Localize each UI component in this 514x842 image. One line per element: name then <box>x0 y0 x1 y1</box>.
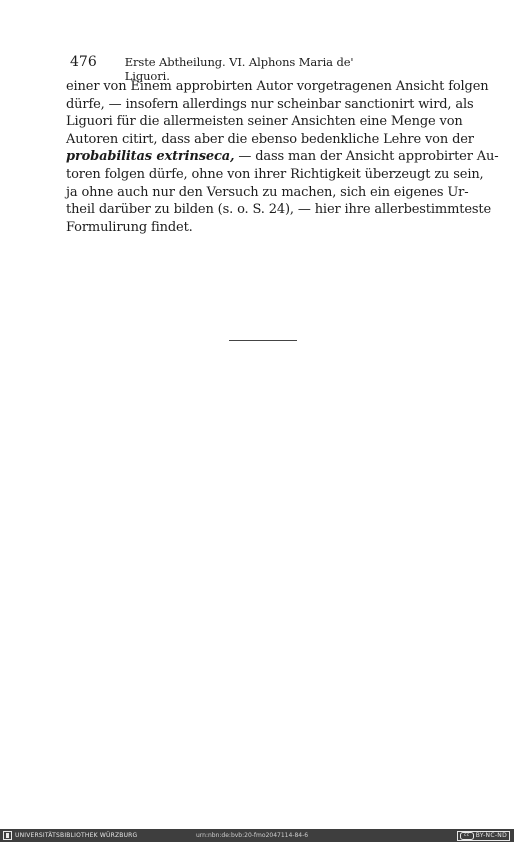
text-line <box>66 148 499 166</box>
license-badge[interactable] <box>457 831 510 841</box>
end-rule <box>229 340 297 341</box>
running-title: Erste Abtheilung. VI. Alphons Maria de' Liguori. <box>124 55 354 83</box>
text-line: einer von Einem approbirten Autor vorgetragenen Ansicht folgen <box>66 79 489 94</box>
text-line: Liguori für die allermeisten seiner Ansichten eine Menge von <box>66 114 463 130</box>
creative-commons-icon: cc <box>460 832 474 840</box>
text-line: dürfe, — insofern allerdings nur scheinbar sanctionirt wird, als <box>66 96 474 112</box>
library-name: UNIVERSITÄTSBIBLIOTHEK WÜRZBURG <box>15 832 138 839</box>
text-line: Formulirung findet. <box>66 219 193 235</box>
library-logo-icon <box>3 831 12 840</box>
footer-bar <box>0 829 514 842</box>
urn-identifier[interactable]: urn:nbn:de:bvb:20-fmo2047114-84-6 <box>196 832 309 839</box>
text-line: theil darüber zu bilden (s. o. S. 24), — hier ihre allerbestimmteste <box>66 202 492 218</box>
license-label: BY-NC-ND <box>475 832 507 839</box>
body-paragraph <box>66 78 499 236</box>
page-number: 476 <box>70 54 97 70</box>
text-line: toren folgen dürfe, ohne von ihrer Richtigkeit überzeugt zu sein, <box>66 166 484 182</box>
emphasized-term: probabilitas extrinseca, <box>66 149 235 165</box>
library-logo[interactable] <box>3 831 153 840</box>
text-line: Autoren citirt, dass aber die ebenso bedenkliche Lehre von der <box>66 131 474 147</box>
text-fragment: — dass man der Ansicht approbirter Au- <box>234 149 499 165</box>
text-line: ja ohne auch nur den Versuch zu machen, sich ein eigenes Ur- <box>66 184 469 200</box>
